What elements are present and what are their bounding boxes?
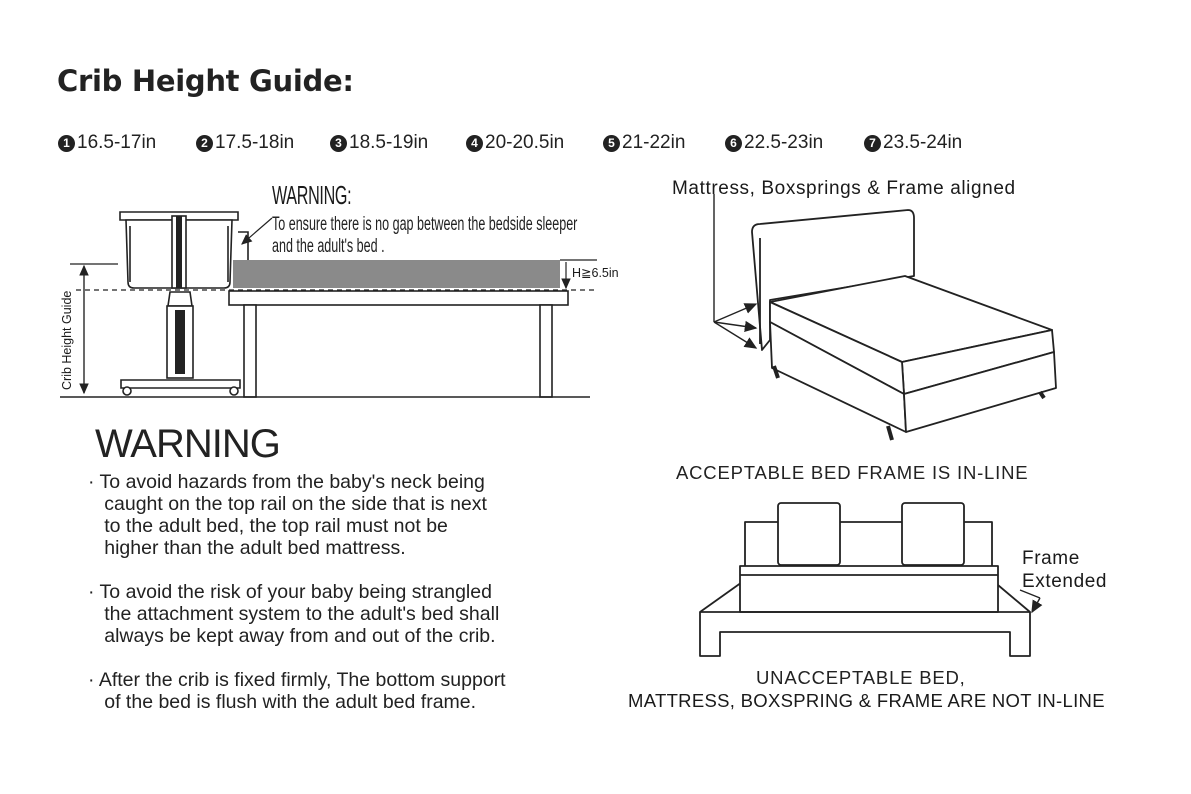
number-4-icon: 4 <box>466 135 483 152</box>
warning-bullet-1: · To avoid hazards from the baby's neck being caught on the top rail on the side that is next to the adult bed, the top rail must not be higher than the adult bed mattress. <box>88 471 487 559</box>
number-7-icon: 7 <box>864 135 881 152</box>
height-option-label: 20-20.5in <box>485 132 565 153</box>
warning-bullet-2: · To avoid the risk of your baby being strangled the attachment system to the adult's bed shall always be kept away from and out of the crib. <box>88 581 500 647</box>
height-option-label: 18.5-19in <box>349 132 429 153</box>
number-1-icon: 1 <box>58 135 75 152</box>
page-title: Crib Height Guide: <box>57 64 354 98</box>
unacceptable-bed-drawing <box>700 503 1040 656</box>
number-5-icon: 5 <box>603 135 620 152</box>
height-gap-label: H≧6.5in <box>572 266 619 280</box>
warning-heading: WARNING <box>95 422 280 466</box>
height-option-label: 21-22in <box>622 132 686 153</box>
acceptable-caption: ACCEPTABLE BED FRAME IS IN-LINE <box>676 462 1029 483</box>
diagram-warning-line-1: To ensure there is no gap between the bedside sleeper <box>272 214 578 235</box>
number-2-icon: 2 <box>196 135 213 152</box>
height-option-label: 22.5-23in <box>744 132 824 153</box>
extended-label: Extended <box>1022 571 1108 592</box>
aligned-label: Mattress, Boxsprings & Frame aligned <box>672 178 1016 199</box>
crib-height-axis-label: Crib Height Guide <box>60 290 74 390</box>
number-3-icon: 3 <box>330 135 347 152</box>
height-option-label: 17.5-18in <box>215 132 295 153</box>
diagram-warning-heading: WARNING: <box>272 180 352 210</box>
number-6-icon: 6 <box>725 135 742 152</box>
acceptable-bed-drawing <box>714 194 1056 440</box>
unacceptable-caption-1: UNACCEPTABLE BED, <box>756 667 966 688</box>
warning-bullet-3: · After the crib is fixed firmly, The bottom support of the bed is flush with the adult bed frame. <box>88 669 506 713</box>
height-option-label: 16.5-17in <box>77 132 157 153</box>
height-option-label: 23.5-24in <box>883 132 963 153</box>
frame-label: Frame <box>1022 548 1080 569</box>
diagram-warning-line-2: and the adult's bed . <box>272 236 385 257</box>
unacceptable-caption-2: MATTRESS, BOXSPRING & FRAME ARE NOT IN-LINE <box>628 690 1105 711</box>
